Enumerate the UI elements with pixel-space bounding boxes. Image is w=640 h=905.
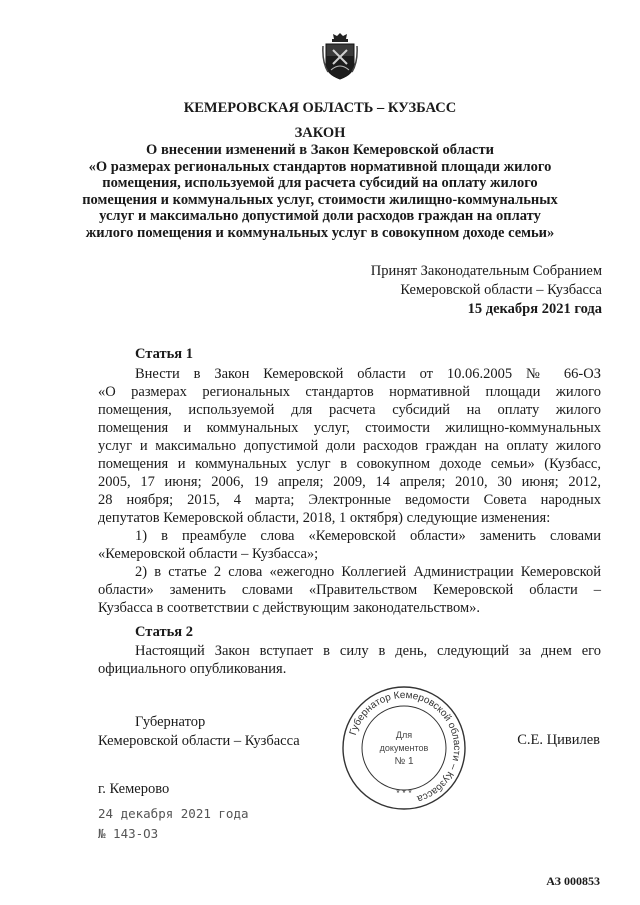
signatory-title-line: Губернатор [135,714,206,730]
text-line: помещения и коммунальных услуг в совокупном доходе семьи» (Кузбасс, [98,456,601,472]
law-title-line: жилого помещения и коммунальных услуг в совокупном доходе семьи» [85,224,555,241]
law-title-line: «О размерах региональных стандартов нормативной площади жилого [88,158,552,175]
text-line: «О размерах региональных стандартов нормативной площади жилого [98,384,601,400]
stamp-center-line: № 1 [394,756,414,767]
stamp-center-line: Для [395,730,413,740]
text-line: «Кемеровской области – Кузбасса»; [98,546,319,562]
text-line: области» заменить словами «Правительством Кемеровской области – [98,582,601,598]
adoption-block [371,262,602,319]
text-line: Кузбасса в соответствии с действующим законодательством». [98,600,480,616]
signatory-title-line: Кемеровской области – Кузбасса [98,733,300,749]
law-word: ЗАКОН [294,125,346,141]
text-line: Внести в Закон Кемеровской области от 10.06.2005 № 66-ОЗ [135,366,601,382]
law-title [60,142,580,241]
text-line: услуг и максимально допустимой доли расходов граждан на оплату жилого [98,438,601,454]
adoption-date: 15 декабря 2021 года [467,301,602,317]
text-line: депутатов Кемеровской области, 2018, 1 октября) следующие изменения: [98,510,551,526]
adoption-line: Кемеровской области – Кузбасса [400,282,602,298]
text-line: Настоящий Закон вступает в силу в день, следующий за днем его [135,643,601,659]
text-line: помещения, используемой для расчета субсидий на оплату жилого [98,402,601,418]
adoption-line: Принят Законодательным Собранием [370,263,602,279]
registration-date: 24 декабря 2021 года [98,806,249,821]
region-title: КЕМЕРОВСКАЯ ОБЛАСТЬ – КУЗБАСС [183,100,457,116]
text-line: 28 ноября; 2015, 4 марта; Электронные ведомости Совета народных [98,492,601,508]
law-title-line: услуг и максимально допустимой доли расходов граждан на оплату [99,208,541,224]
law-number: № 143-ОЗ [98,826,159,841]
text-line: официального опубликования. [98,661,287,677]
law-title-line: помещения, используемой для расчета субсидий на оплату жилого [102,175,538,191]
article-2-heading: Статья 2 [135,624,193,640]
kemerovo-coat-of-arms-icon [322,32,358,80]
official-seal-stamp [340,684,468,812]
text-line: 2) в статье 2 слова «ежегодно Коллегией Администрации Кемеровской [135,564,601,580]
text-line: 2005, 17 июня; 2006, 19 апреля; 2009, 14 апреля; 2010, 30 июня; 2012, [98,474,601,490]
signatory-title [98,713,300,751]
text-line: помещения и коммунальных услуг, стоимости жилищно-коммунальных [98,420,601,436]
article-1-heading: Статья 1 [135,346,193,362]
stamp-stars: * * * [396,788,412,798]
law-title-line: О внесении изменений в Закон Кемеровской области [146,142,494,158]
stamp-center-line: документов [379,743,429,753]
article-1-text [98,365,601,617]
law-title-line: помещения и коммунальных услуг, стоимости жилищно-коммунальных [82,191,558,208]
signatory-name: С.Е. Цивилев [517,732,600,748]
city: г. Кемерово [98,781,170,797]
article-2-text [98,642,601,678]
text-line: 1) в преамбуле слова «Кемеровской области» заменить словами [135,528,601,544]
form-serial-number: АЗ 000853 [546,874,600,888]
stamp-ring-text: Губернатор Кемеровской области – Кузбасса [347,689,463,805]
